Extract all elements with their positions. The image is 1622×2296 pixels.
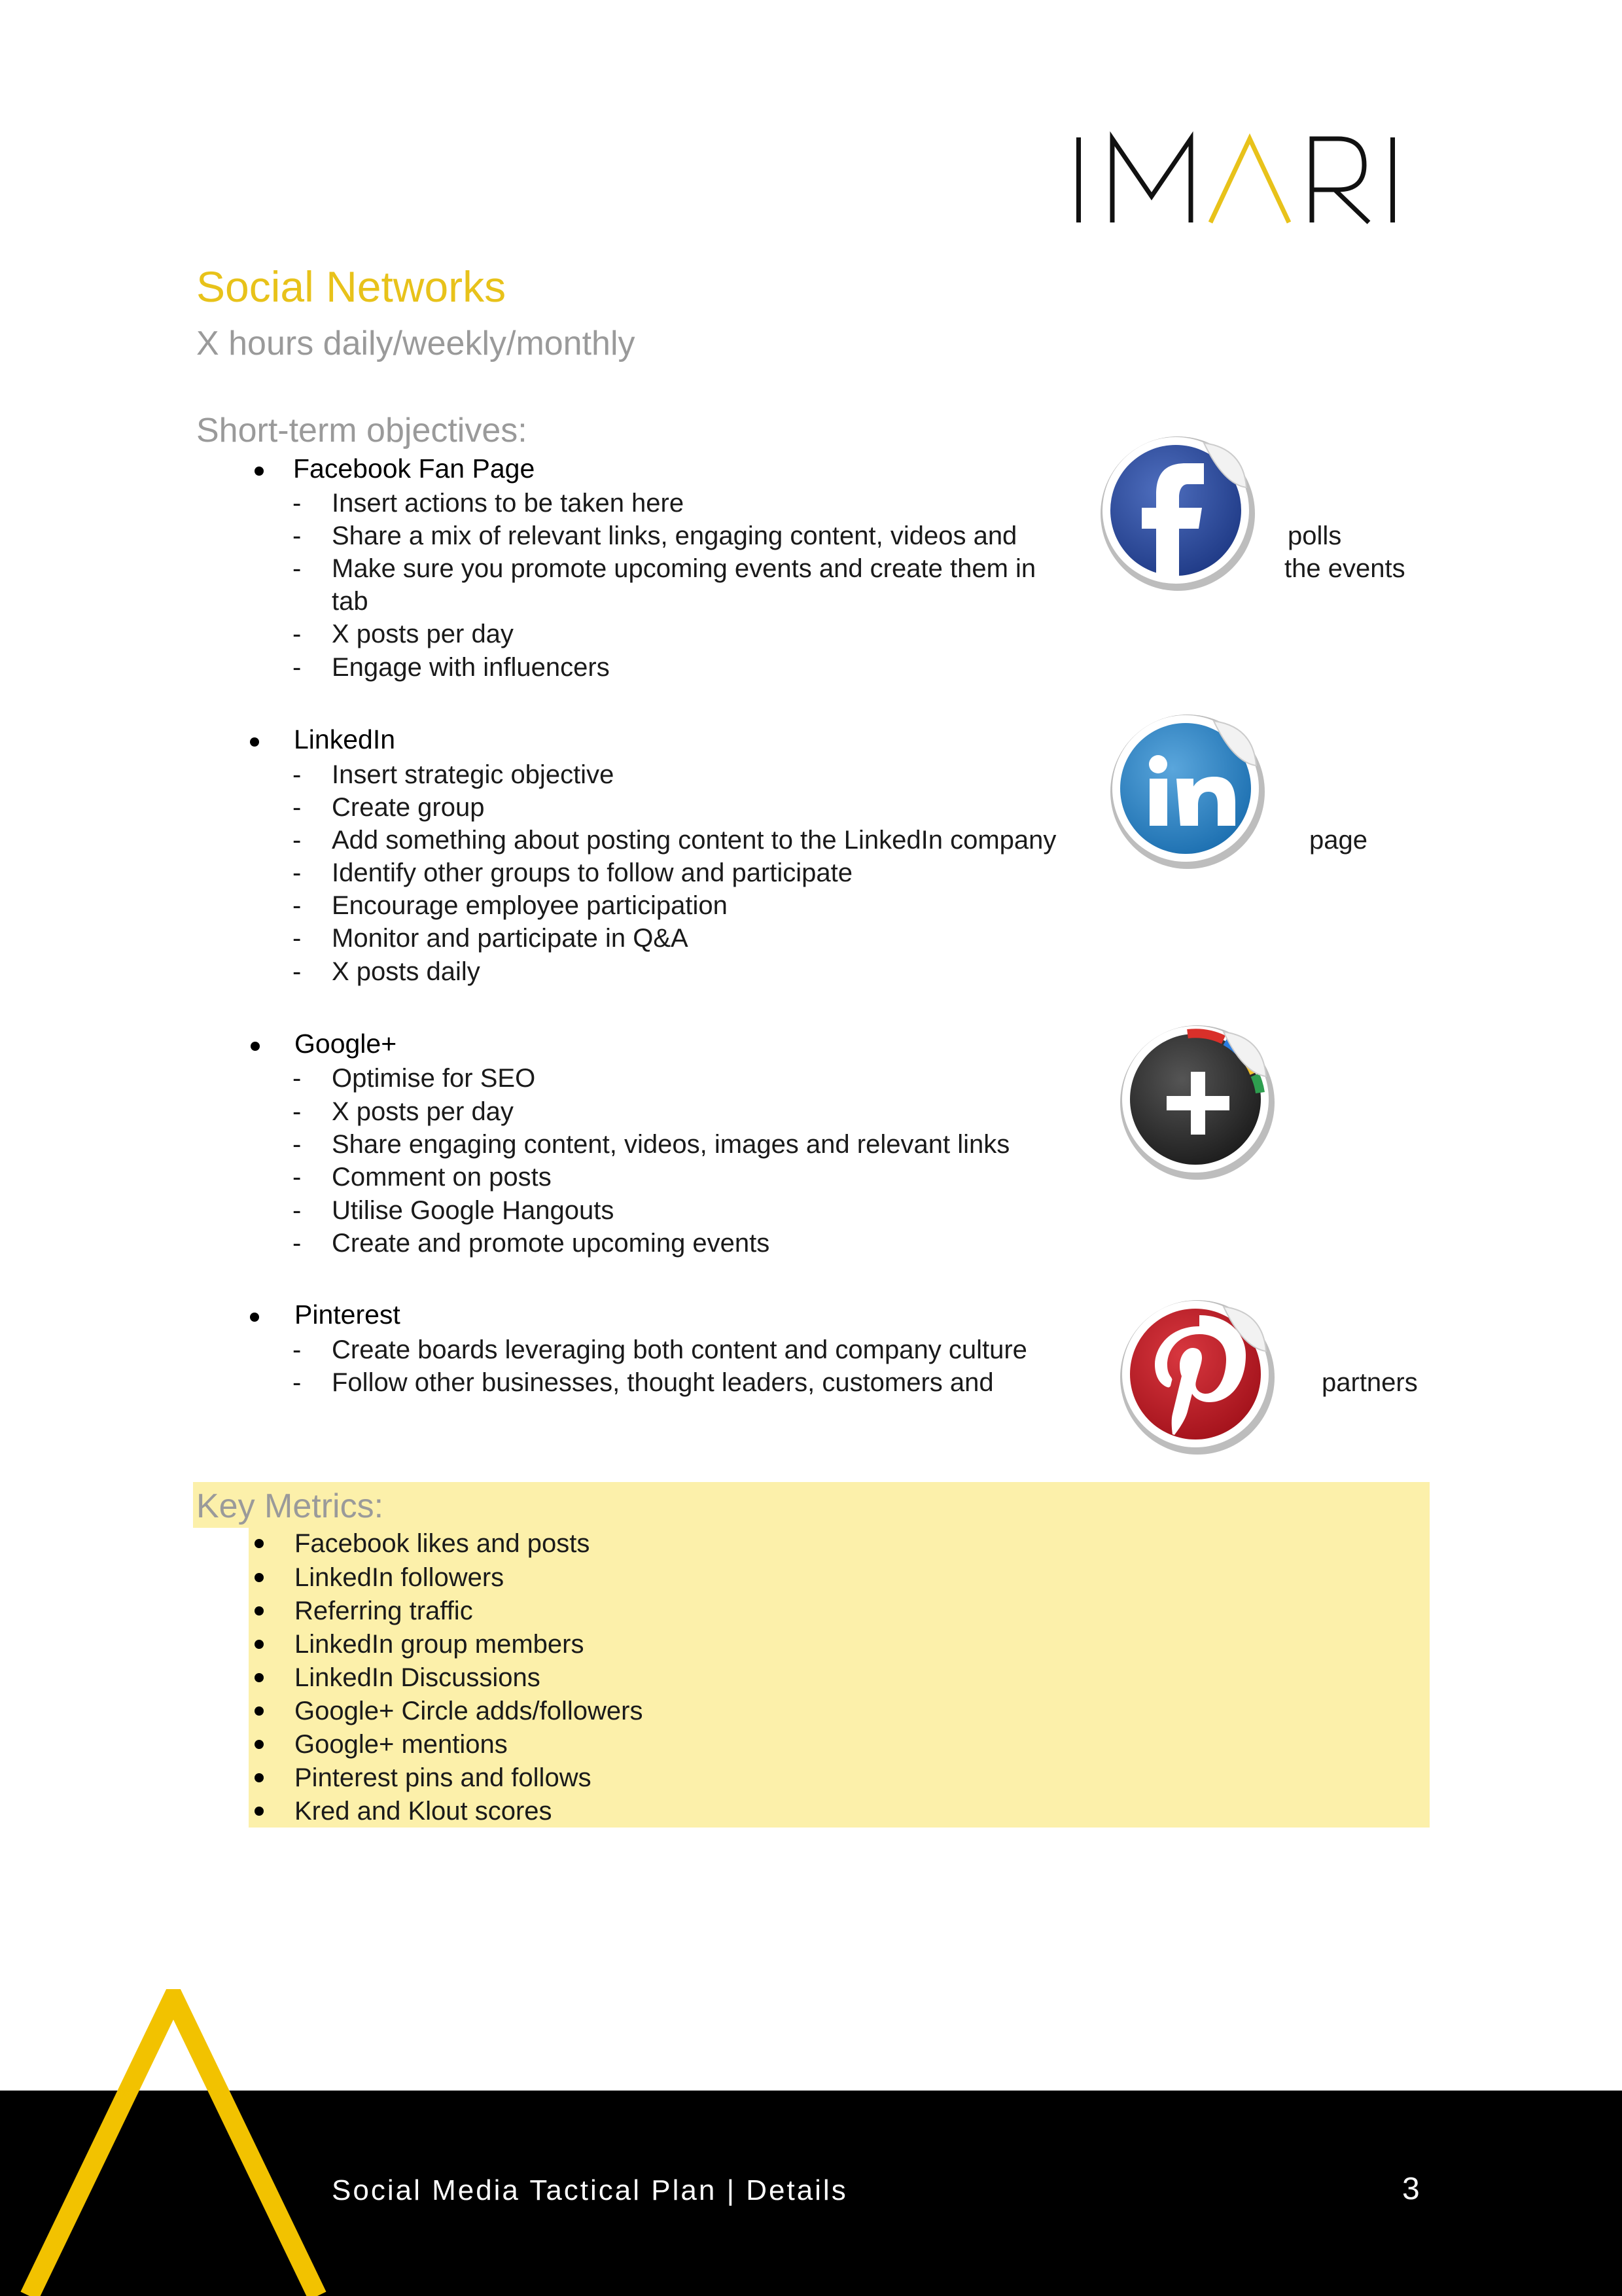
bullet-dot [255, 1573, 264, 1582]
list-item: Utilise Google Hangouts [332, 1196, 614, 1225]
bullet-dot [255, 1740, 264, 1749]
dash-marker: - [292, 489, 302, 518]
bullet-dot [255, 1606, 264, 1616]
dash-marker: - [292, 924, 302, 953]
bullet-dot [255, 1807, 264, 1816]
bullet-dot [255, 1773, 264, 1782]
dash-marker: - [292, 760, 302, 789]
dash-marker: - [292, 1097, 302, 1126]
list-item: Share a mix of relevant links, engaging content, videos and [332, 521, 1017, 550]
list-item: Create and promote upcoming events [332, 1229, 770, 1258]
bullet-dot [255, 1539, 264, 1548]
list-item: Make sure you promote upcoming events and create them in [332, 554, 1036, 583]
metric-item: LinkedIn followers [294, 1563, 504, 1592]
metric-item: LinkedIn Discussions [294, 1663, 540, 1692]
list-item: Encourage employee participation [332, 891, 728, 920]
list-item: X posts per day [332, 1097, 514, 1126]
linkedin-sticker-icon [1099, 700, 1276, 877]
bullet-dot [255, 1706, 264, 1716]
dash-marker: - [292, 1064, 302, 1093]
metric-item: Pinterest pins and follows [294, 1763, 591, 1792]
facebook-sticker-icon [1089, 422, 1266, 599]
footer-document-title: Social Media Tactical Plan | Details [332, 2174, 848, 2206]
list-item: Add something about posting content to the LinkedIn company [332, 826, 1057, 855]
metric-item: Kred and Klout scores [294, 1797, 552, 1826]
list-item: X posts daily [332, 957, 480, 986]
facebook-section-title: Facebook Fan Page [293, 453, 535, 484]
dash-marker: - [292, 1130, 302, 1159]
dash-marker: - [292, 521, 302, 550]
list-item: Engage with influencers [332, 653, 610, 682]
pinterest-sticker-icon [1109, 1286, 1286, 1462]
bullet-dot [251, 1042, 260, 1051]
footer-triangle-graphic [0, 1989, 340, 2296]
list-item: Share engaging content, videos, images and relevant links [332, 1130, 1010, 1159]
metric-item: Facebook likes and posts [294, 1529, 590, 1558]
metric-item: Referring traffic [294, 1597, 473, 1625]
short-term-objectives-heading: Short-term objectives: [196, 412, 527, 450]
list-item: Insert actions to be taken here [332, 489, 684, 518]
metric-item: Google+ Circle adds/followers [294, 1697, 643, 1725]
bullet-dot [255, 1640, 264, 1649]
linkedin-section-title: LinkedIn [294, 724, 396, 754]
wrapped-text-tail: polls [1288, 521, 1342, 550]
list-item: Create group [332, 793, 485, 822]
metric-item: Google+ mentions [294, 1730, 508, 1759]
page-title: Social Networks [196, 262, 506, 311]
pinterest-section-title: Pinterest [294, 1299, 400, 1330]
list-item: Comment on posts [332, 1163, 552, 1192]
dash-marker: - [292, 554, 302, 583]
list-item: Monitor and participate in Q&A [332, 924, 688, 953]
wrapped-text-tail: page [1309, 826, 1367, 855]
bullet-dot [255, 1673, 264, 1682]
bullet-dot [250, 737, 259, 747]
list-item: Follow other businesses, thought leaders, customers and [332, 1368, 994, 1397]
bullet-dot [255, 467, 264, 476]
dash-marker: - [292, 957, 302, 986]
dash-marker: - [292, 826, 302, 855]
metric-item: LinkedIn group members [294, 1630, 584, 1659]
dash-marker: - [292, 1368, 302, 1397]
bullet-dot [250, 1313, 259, 1322]
page-subtitle: X hours daily/weekly/monthly [196, 325, 635, 362]
dash-marker: - [292, 793, 302, 822]
wrapped-text-tail: partners [1322, 1368, 1418, 1397]
dash-marker: - [292, 653, 302, 682]
dash-marker: - [292, 1196, 302, 1225]
dash-marker: - [292, 858, 302, 887]
page-number: 3 [1402, 2172, 1420, 2206]
list-item: Identify other groups to follow and participate [332, 858, 853, 887]
imari-logo [1067, 131, 1407, 229]
googleplus-section-title: Google+ [294, 1029, 397, 1059]
dash-marker: - [292, 1163, 302, 1192]
google-plus-sticker-icon [1109, 1011, 1286, 1188]
list-item: Create boards leveraging both content and company culture [332, 1335, 1027, 1364]
list-item: Optimise for SEO [332, 1064, 536, 1093]
dash-marker: - [292, 1335, 302, 1364]
list-item: Insert strategic objective [332, 760, 614, 789]
dash-marker: - [292, 620, 302, 648]
dash-marker: - [292, 1229, 302, 1258]
list-item: X posts per day [332, 620, 514, 648]
wrapped-text-tail: the events [1284, 554, 1405, 583]
dash-marker: - [292, 891, 302, 920]
list-item: tab [332, 587, 368, 616]
key-metrics-heading: Key Metrics: [196, 1487, 384, 1525]
